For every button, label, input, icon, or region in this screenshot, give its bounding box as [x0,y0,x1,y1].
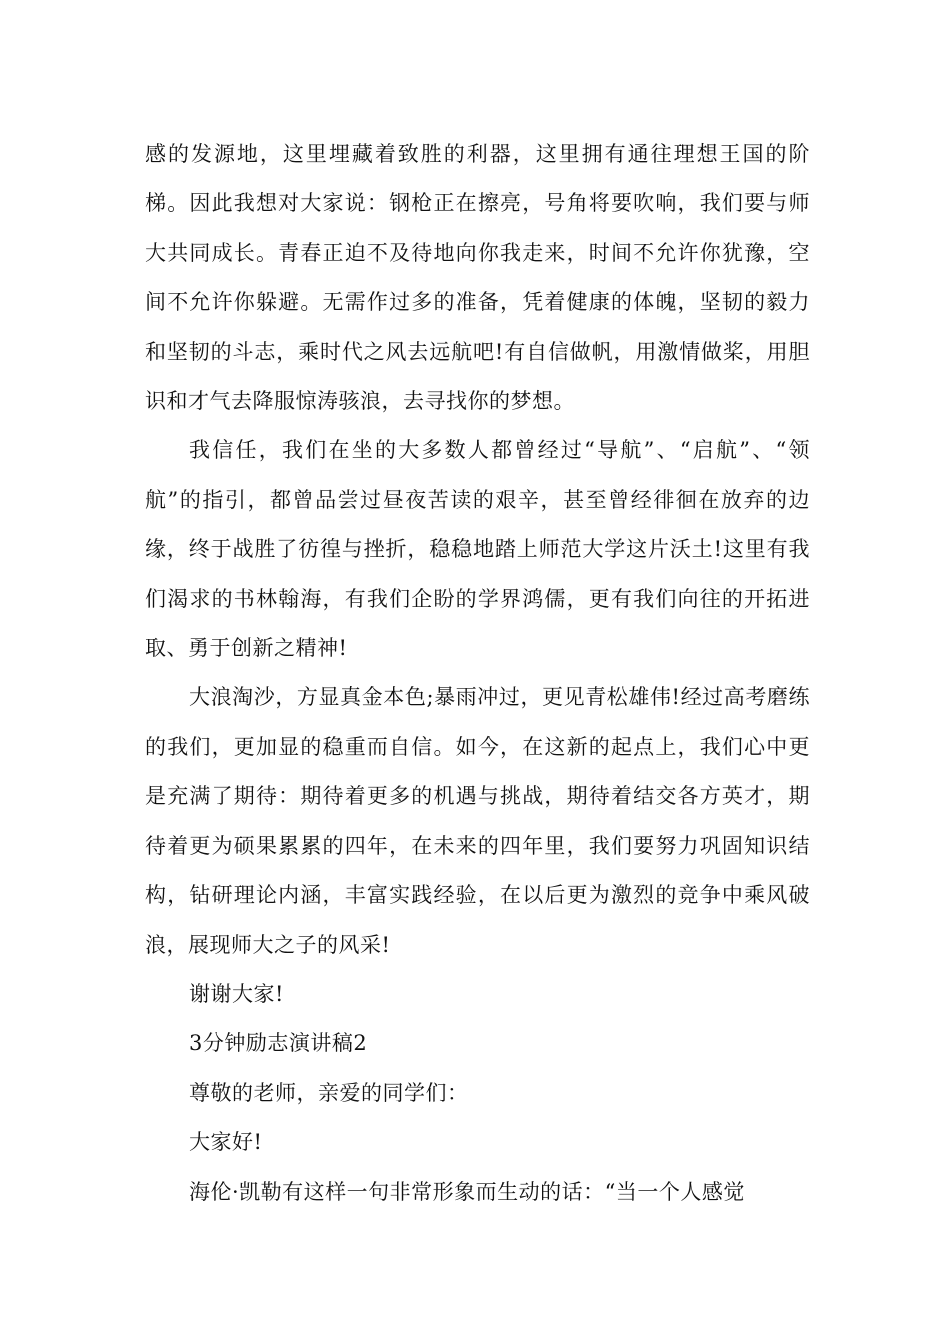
greeting: 大家好! [189,1130,263,1155]
paragraph-waves: 大浪淘沙，方显真金本色;暴雨冲过，更见青松雄伟!经过高考磨练的我们，更加显的稳重而自信。如今，在这新的起点上，我们心中更是充满了期待：期待着更多的机遇与挑战，期待着结交各方英才，期待着更为硕果累累的四年，在未来的四年里，我们要努力巩固知识结构，钻研理论内涵，丰富实践经验，在以后更为激烈的竞争中乘风破浪，展现师大之子的风采! [145,685,810,957]
paragraph-helen-keller: 海伦·凯勒有这样一句非常形象而生动的话：“当一个人感觉 [189,1179,745,1204]
paragraph-thanks: 谢谢大家! [189,981,284,1006]
salutation: 尊敬的老师，亲爱的同学们： [189,1080,469,1105]
section-heading: 3分钟励志演讲稿2 [189,1031,368,1056]
paragraph-trust: 我信任，我们在坐的大多数人都曾经过“导航”、“启航”、“领航”的指引，都曾品尝过昼夜苦读的艰辛，甚至曾经徘徊在放弃的边缘，终于战胜了彷徨与挫折，稳稳地踏上师范大学这片沃土!这里有我们渴求的书林翰海，有我们企盼的学界鸿儒，更有我们向往的开拓进取、勇于创新之精神! [145,438,810,661]
paragraph-continued: 感的发源地，这里埋藏着致胜的利器，这里拥有通往理想王国的阶梯。因此我想对大家说：钢枪正在擦亮，号角将要吹响，我们要与师大共同成长。青春正迫不及待地向你我走来，时间不允许你犹豫，空间不允许你躲避。无需作过多的准备，凭着健康的体魄，坚韧的毅力和坚韧的斗志，乘时代之风去远航吧!有自信做帆，用激情做桨，用胆识和才气去降服惊涛骇浪，去寻找你的梦想。 [145,142,810,414]
document-body [145,130,810,1217]
